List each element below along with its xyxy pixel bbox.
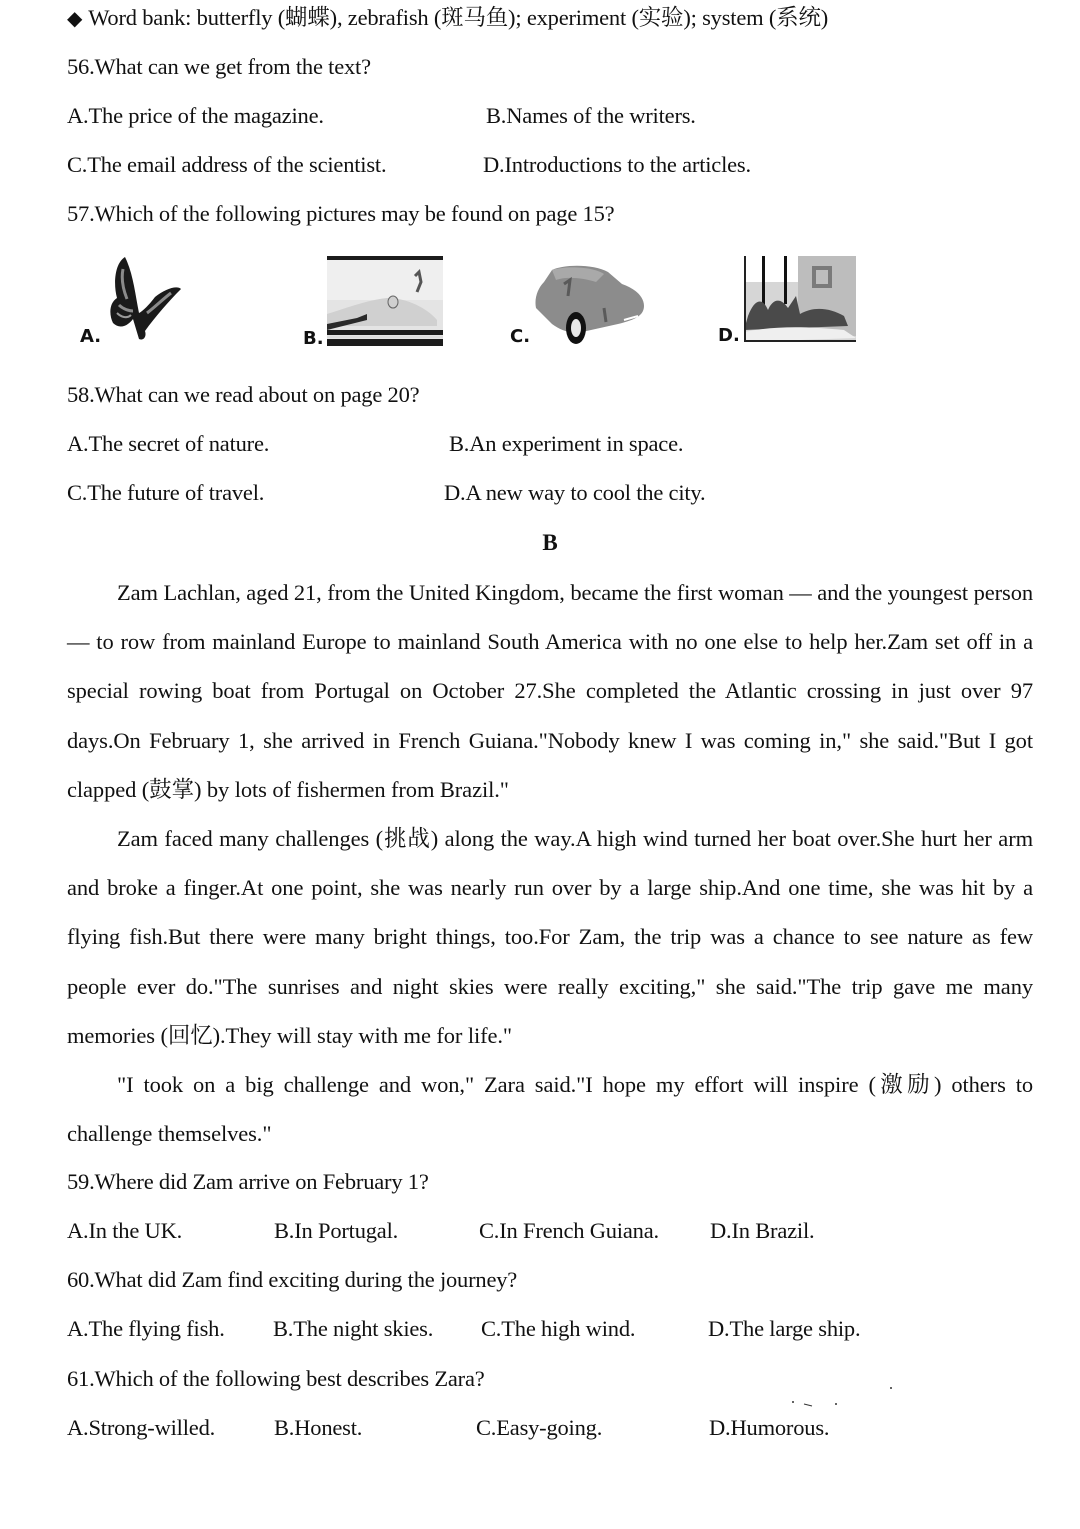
word-bank-text: Word bank: butterfly (蝴蝶), zebrafish (斑马鱼); experiment (实验); system (系统) [88,5,829,30]
q60-option-a[interactable]: A.The flying fish. [67,1316,225,1341]
question-57-stem: 57.Which of the following pictures may be found on page 15? [67,201,615,226]
q58-option-c[interactable]: C.The future of travel. [67,480,265,505]
scan-artifact-marks [780,1380,900,1410]
butterfly-picture[interactable] [105,253,185,345]
car-picture[interactable] [534,262,648,346]
city-scene-picture[interactable] [744,256,856,342]
q58-option-b[interactable]: B.An experiment in space. [449,431,684,456]
q59-option-a[interactable]: A.In the UK. [67,1218,183,1243]
q61-option-d[interactable]: D.Humorous. [709,1415,830,1440]
q59-option-b[interactable]: B.In Portugal. [274,1218,399,1243]
zebrafish-experiment-picture[interactable] [327,256,443,346]
q57-option-d-label[interactable]: D. [718,325,740,346]
passage-paragraph-2: Zam faced many challenges (挑战) along the way.A high wind turned her boat over.She hurt her arm and broke a finger.At one point, she was nearly run over by a large ship.And one time, she was hit by a flying fish.But there were many bright things, too.For Zam, the trip was a chance to see nature as few people ever do."The sunrises and night skies were really exciting," she said."The trip gave me many memories (回忆).They will stay with me for life." [67,826,1033,1048]
q57-option-b-label[interactable]: B. [303,328,324,349]
q56-option-b[interactable]: B.Names of the writers. [486,103,696,128]
q57-option-a-label[interactable]: A. [80,326,102,347]
passage-paragraph-1: Zam Lachlan, aged 21, from the United Kingdom, became the first woman — and the youngest person — to row from mainland Europe to mainland South America with no one else to help her.Zam set off in a special rowing boat from Portugal on October 27.She completed the Atlantic crossing in just over 97 days.On February 1, she arrived in French Guiana."Nobody knew I was coming in," she said."But I got clapped (鼓掌) by lots of fishermen from Brazil." [67,580,1033,802]
q56-option-d[interactable]: D.Introductions to the articles. [483,152,751,177]
q60-option-c[interactable]: C.The high wind. [481,1316,636,1341]
q58-option-a[interactable]: A.The secret of nature. [67,431,270,456]
q56-option-a[interactable]: A.The price of the magazine. [67,103,324,128]
q59-option-c[interactable]: C.In French Guiana. [479,1218,659,1243]
question-60-stem: 60.What did Zam find exciting during the journey? [67,1267,518,1292]
q59-option-d[interactable]: D.In Brazil. [710,1218,815,1243]
word-bank [67,3,828,34]
q58-option-d[interactable]: D.A new way to cool the city. [444,480,706,505]
q61-option-b[interactable]: B.Honest. [274,1415,363,1440]
question-56-stem: 56.What can we get from the text? [67,54,371,79]
q61-option-a[interactable]: A.Strong-willed. [67,1415,216,1440]
q56-option-c[interactable]: C.The email address of the scientist. [67,152,387,177]
q60-option-b[interactable]: B.The night skies. [273,1316,434,1341]
diamond-bullet-icon: ◆ [67,8,83,30]
question-61-stem: 61.Which of the following best describes Zara? [67,1366,485,1391]
q60-option-d[interactable]: D.The large ship. [708,1316,861,1341]
question-59-stem: 59.Where did Zam arrive on February 1? [67,1169,429,1194]
passage-paragraph-3: "I took on a big challenge and won," Zara said."I hope my effort will inspire (激励) others to challenge themselves." [67,1072,1033,1147]
q57-option-c-label[interactable]: C. [510,326,531,347]
question-58-stem: 58.What can we read about on page 20? [67,382,420,407]
section-b-heading: B [542,530,558,555]
q61-option-c[interactable]: C.Easy-going. [476,1415,603,1440]
